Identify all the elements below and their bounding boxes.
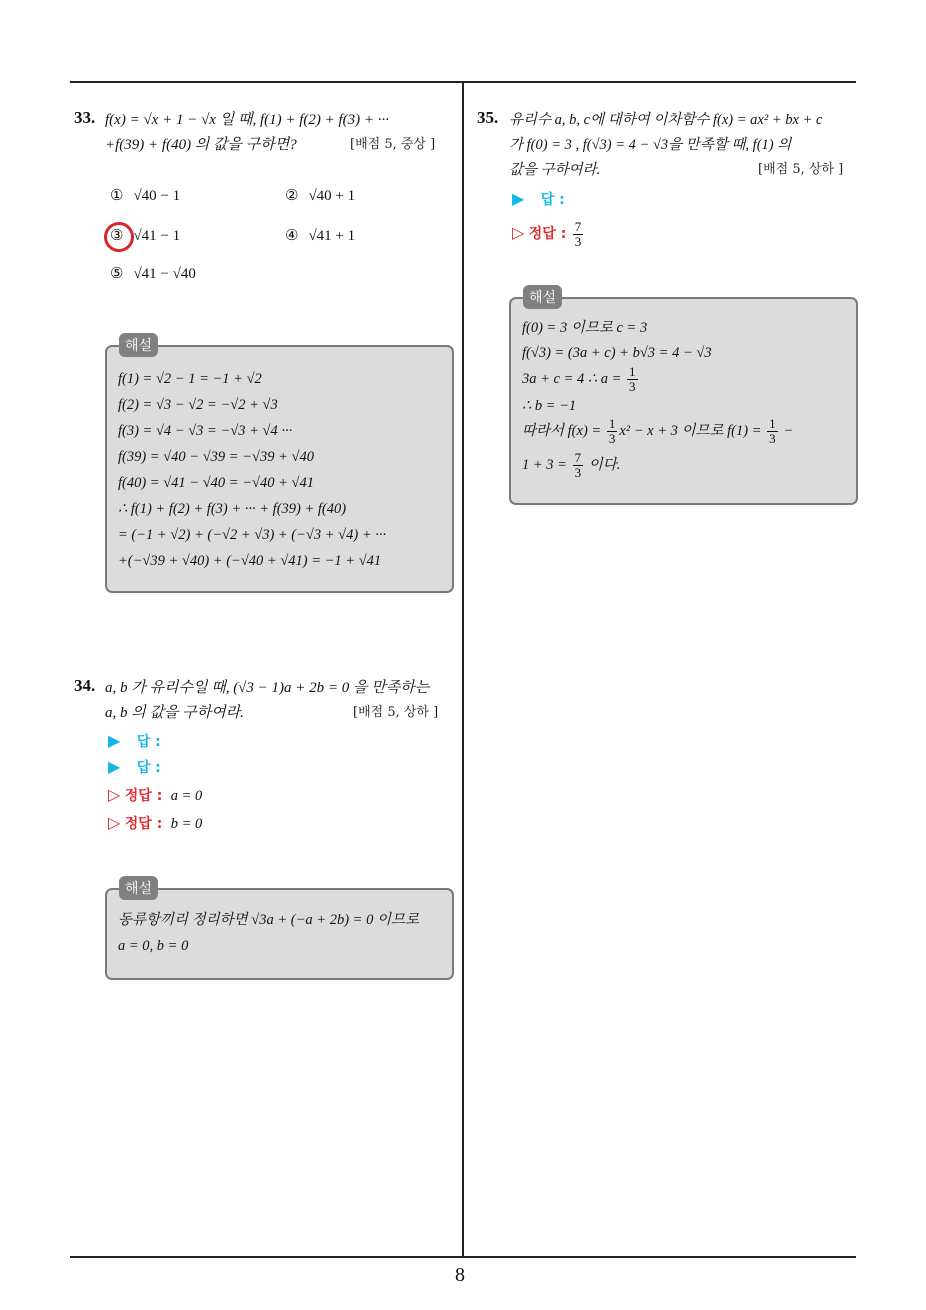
- explanation-line: f(40) = √41 − √40 = −√40 + √41: [118, 475, 314, 491]
- answer-triangle-icon: ▶: [512, 189, 525, 208]
- fraction-numerator: 7: [574, 450, 582, 466]
- correct-answer-row-2: [108, 813, 202, 834]
- explanation-line: f(1) = √2 − 1 = −1 + √2: [118, 371, 262, 387]
- column-divider: [462, 82, 464, 1257]
- correct-triangle-icon: ▷: [108, 813, 121, 832]
- explanation-line: [522, 448, 620, 482]
- explanation-line: [522, 362, 640, 396]
- fraction-denominator: 3: [769, 431, 776, 447]
- choice-number: ③: [110, 228, 124, 244]
- fraction: [573, 451, 584, 480]
- fraction-denominator: 3: [574, 465, 582, 481]
- explanation-line: [522, 414, 793, 448]
- explanation-text: 이다.: [588, 457, 621, 473]
- choice-text: √41 + 1: [308, 228, 356, 244]
- question-number: 35.: [477, 108, 499, 127]
- page-number: 8: [455, 1264, 465, 1286]
- fraction-numerator: 7: [574, 218, 582, 234]
- explanation-line: f(√3) = (3a + c) + b√3 = 4 − √3: [522, 345, 712, 361]
- answer-triangle-icon: ▶: [108, 757, 121, 776]
- choice-text: √40 − 1: [133, 188, 181, 204]
- fraction-numerator: 1: [608, 416, 616, 432]
- explanation-line: ∴ f(1) + f(2) + f(3) + ··· + f(39) + f(40): [118, 501, 347, 517]
- choice-4[interactable]: [285, 226, 355, 245]
- choice-text: √41 − 1: [133, 228, 181, 244]
- choice-number: ⑤: [110, 266, 124, 282]
- score-meta: [배점 5, 상하 ]: [758, 162, 844, 177]
- explanation-text: 3a + c = 4 ∴ a =: [522, 371, 622, 387]
- fraction-denominator: 3: [629, 379, 636, 395]
- fraction-denominator: 3: [608, 431, 616, 447]
- question-number: 34.: [74, 676, 96, 695]
- explanation-line: = (−1 + √2) + (−√2 + √3) + (−√3 + √4) + ···: [118, 527, 387, 543]
- question-text-line-1: a, b 가 유리수일 때, (√3 − 1)a + 2b = 0 을 만족하는: [105, 680, 430, 696]
- choice-2[interactable]: [285, 186, 355, 205]
- fraction-numerator: 1: [769, 416, 776, 432]
- correct-answer-value: a = 0: [170, 788, 203, 804]
- answer-row-2[interactable]: [108, 757, 161, 778]
- explanation-line: +(−√39 + √40) + (−√40 + √41) = −1 + √41: [118, 553, 382, 569]
- choice-5[interactable]: [110, 264, 196, 283]
- explanation-text: −: [783, 423, 794, 439]
- choice-number: ④: [285, 228, 299, 244]
- correct-label: 정답 :: [124, 816, 163, 832]
- choice-text: √40 + 1: [308, 188, 356, 204]
- selected-circle-mark: [104, 222, 134, 252]
- explanation-tag: 해설: [119, 333, 158, 357]
- correct-answer-value: b = 0: [170, 816, 203, 832]
- fraction-numerator: 1: [629, 364, 636, 380]
- correct-answer-fraction: [573, 220, 584, 249]
- explanation-tag: 해설: [119, 876, 158, 900]
- score-meta: [배점 5, 상하 ]: [353, 705, 439, 720]
- correct-answer-row-1: [108, 785, 202, 806]
- fraction: [607, 417, 618, 446]
- choice-number: ①: [110, 188, 124, 204]
- choice-1[interactable]: [110, 186, 180, 205]
- explanation-text: x² − x + 3 이므로 f(1) =: [619, 423, 762, 439]
- question-number: 33.: [74, 108, 96, 127]
- correct-answer-row: [512, 217, 585, 250]
- answer-triangle-icon: ▶: [108, 731, 121, 750]
- score-meta: [배점 5, 중상 ]: [350, 137, 436, 152]
- bottom-rule: [70, 1256, 856, 1258]
- fraction: [627, 365, 638, 394]
- answer-label: 답 :: [136, 760, 161, 776]
- question-text-line-2: a, b 의 값을 구하여라.: [105, 705, 244, 721]
- explanation-text: 1 + 3 =: [522, 457, 567, 473]
- fraction-denominator: 3: [574, 233, 582, 249]
- explanation-line: f(0) = 3 이므로 c = 3: [522, 320, 648, 336]
- question-text-line-2: +f(39) + f(40) 의 값을 구하면?: [105, 137, 297, 153]
- choice-text: √41 − √40: [133, 266, 196, 282]
- question-text-line-2: 가 f(0) = 3 , f(√3) = 4 − √3을 만족할 때, f(1) 의: [509, 137, 792, 153]
- correct-label: 정답 :: [124, 788, 163, 804]
- answer-label: 답 :: [540, 192, 565, 208]
- choice-3[interactable]: [110, 226, 180, 245]
- question-text-line-1: 유리수 a, b, c에 대하여 이차함수 f(x) = ax² + bx + c: [509, 112, 823, 128]
- correct-triangle-icon: ▷: [108, 785, 121, 804]
- explanation-line: ∴ b = −1: [522, 398, 577, 414]
- answer-row-1[interactable]: [108, 731, 161, 752]
- question-text-line-3: 값을 구하여라.: [509, 162, 601, 178]
- answer-row[interactable]: [512, 189, 565, 210]
- explanation-tag: 해설: [523, 285, 562, 309]
- correct-triangle-icon: ▷: [512, 223, 525, 242]
- choice-number: ②: [285, 188, 299, 204]
- question-text-line-1: f(x) = √x + 1 − √x 일 때, f(1) + f(2) + f(3) + ···: [105, 112, 390, 128]
- correct-label: 정답 :: [528, 226, 567, 242]
- explanation-line: 동류항끼리 정리하면 √3a + (−a + 2b) = 0 이므로: [118, 912, 419, 928]
- explanation-box: [105, 888, 454, 980]
- fraction: [767, 417, 778, 446]
- explanation-line: f(39) = √40 − √39 = −√39 + √40: [118, 449, 314, 465]
- explanation-line: f(2) = √3 − √2 = −√2 + √3: [118, 397, 278, 413]
- explanation-text: 따라서 f(x) =: [522, 423, 602, 439]
- explanation-line: a = 0, b = 0: [118, 938, 189, 954]
- answer-label: 답 :: [136, 734, 161, 750]
- explanation-line: f(3) = √4 − √3 = −√3 + √4 ···: [118, 423, 293, 439]
